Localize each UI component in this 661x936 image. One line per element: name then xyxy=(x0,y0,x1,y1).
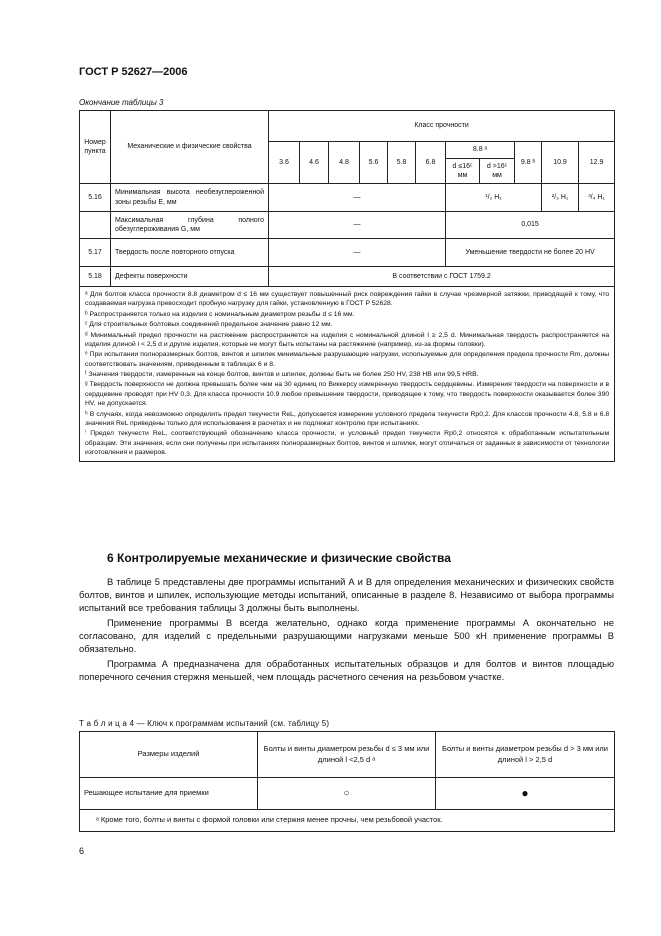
class-10-9: 10.9 xyxy=(542,142,579,184)
col-mech-header: Механические и физические свойства xyxy=(111,111,269,184)
row-dash: — xyxy=(269,212,446,239)
note-f: ᶠ Значения твердости, измеренные на конце болтов, винтов и шпилек, должны быть не более 250 HV, 238 HB или 99,5 HRB. xyxy=(85,371,479,378)
t4-col2-header: Болты и винты диаметром резьбы d ≤ 3 мм или длиной l <2,5 d ᵃ xyxy=(258,732,436,778)
table4-caption: Т а б л и ц а 4 — Ключ к программам испытаний (см. таблицу 5) xyxy=(79,719,330,728)
row-dash: — xyxy=(269,239,446,267)
note-b: ᵇ Распространяется только на изделия с номинальным диаметром резьбы d ≤ 16 мм. xyxy=(85,310,355,318)
note-h: ʰ В случаях, когда невозможно определить предел текучести ReL, допускается измерение условного предела текучести Rp0,2. Для классов прочности 4.8, 5.8 и 6.8 значения ReL приведены только для использования в расчетах и не подлежат контролю при испытаниях. xyxy=(85,410,610,427)
note-i: ⁱ Предел текучести ReL, соответствующий обозначению класса прочности, и условный предел текучести Rp0,2 относятся к обработанным испытательным образцам. Эти значения, если они получены при испытаниях полноразмерных болтов, винтов и шпилек, могут отличаться от заданных в зависимости от технологии изготовления и размеров. xyxy=(85,430,610,456)
class-12-9: 12.9 xyxy=(579,142,615,184)
row-name: Дефекты поверхности xyxy=(111,267,269,287)
row-value: В соответствии с ГОСТ 1759.2 xyxy=(269,267,615,287)
page-header: ГОСТ Р 52627—2006 xyxy=(79,66,188,78)
paragraph: В таблице 5 представлены две программы испытаний А и В для определения механических и физических свойств болтов, винтов и шпилек, использующие методы испытаний, описанные в разделе 8. Независимо от выбора программы испытаний все требования таблицы 3 должны быть выполнены. xyxy=(79,576,614,614)
class-3-6: 3.6 xyxy=(269,142,300,184)
class-9-8: 9.8 ᵇ xyxy=(515,142,542,184)
table3-notes xyxy=(80,287,615,462)
table3-caption: Окончание таблицы 3 xyxy=(79,98,164,107)
row-name: Максимальная глубина полного обезуглероживания G, мм xyxy=(111,212,269,239)
class-5-8: 5.8 xyxy=(388,142,416,184)
row-name: Минимальная высота необезуглероженной зоны резьбы E, мм xyxy=(111,184,269,212)
class-4-8: 4.8 xyxy=(329,142,360,184)
row-dash: — xyxy=(269,184,446,212)
row-value: 0,015 xyxy=(446,212,615,239)
col-num-header: Номер пункта xyxy=(80,111,111,184)
row-value: ³/₄ H₁ xyxy=(579,184,615,212)
row-num: 5.17 xyxy=(80,239,111,267)
table-3 xyxy=(79,110,615,462)
note-e: ᵉ При испытании полноразмерных болтов, винтов и шпилек минимальные разрушающие нагрузки, используемые для определения предела прочности Rm, должны соответствовать значениям, приведенным в таблицах 6 и 8. xyxy=(85,351,610,368)
class-4-6: 4.6 xyxy=(300,142,329,184)
t4-note: ᵃ Кроме того, болты и винты с формой головки или стержня менее прочны, чем резьбовой участок. xyxy=(80,810,615,832)
paragraph: Программа А предназначена для обработанных испытательных образцов и для болтов и винтов площадью поперечного сечения стержня меньшей, чем площадь расчетного сечения на резьбовом участке. xyxy=(79,658,614,683)
class-5-6: 5.6 xyxy=(360,142,388,184)
note-d: ᵈ Минимальный предел прочности на растяжение распространяется на изделия с номинальной длиной l ≥ 2,5 d. Минимальная твердость распространяется на изделия длиной l < 2,5 d и другие изделия, которые не могут быть испытаны на растяжение (например, из-за формы головки). xyxy=(85,331,610,348)
page-number: 6 xyxy=(79,846,85,856)
row-name: Твердость после повторного отпуска xyxy=(111,239,269,267)
paragraph: Применение программы В всегда желательно, однако когда применение программы А окончательно не согласовано, для изделий с предельными разрушающими нагрузками меньше 500 кН применение программы В обязательно. xyxy=(79,617,614,655)
class-8-8-sub-2: d >16ᶜ мм xyxy=(480,159,515,184)
col-class-header: Класс прочности xyxy=(269,111,615,142)
note-g: ᵍ Твердость поверхности не должна превышать более чем на 30 единиц по Виккерсу измеренную твердость сердцевины. Измерения твердости на поверхности и в сердцевине проводят при HV 0,3. Для класса прочности 10.9 любое превышение твердости, приводящее к тому, что твердость поверхности оказывается более 390 HV, не допускается. xyxy=(85,381,610,408)
t4-row-label: Решающее испытание для приемки xyxy=(80,778,258,810)
row-num: 5.16 xyxy=(80,184,111,212)
class-8-8-sub-1: d ≤16ᶜ мм xyxy=(446,159,480,184)
row-num: 5.18 xyxy=(80,267,111,287)
open-circle-icon: ○ xyxy=(258,778,436,810)
class-8-8: 8.8 ᵃ xyxy=(446,142,515,159)
t4-col1-header: Размеры изделий xyxy=(80,732,258,778)
filled-circle-icon: ● xyxy=(436,778,615,810)
note-c: ᶜ Для строительных болтовых соединений предельное значение равно 12 мм. xyxy=(85,321,333,329)
t4-col3-header: Болты и винты диаметром резьбы d > 3 мм или длиной l > 2,5 d xyxy=(436,732,615,778)
row-value: ²/₃ H₁ xyxy=(542,184,579,212)
row-value: ¹/₂ H₁ xyxy=(446,184,542,212)
row-num xyxy=(80,212,111,239)
row-value: Уменьшение твердости не более 20 HV xyxy=(446,239,615,267)
table-4 xyxy=(79,731,615,832)
section-title: 6 Контролируемые механические и физические свойства xyxy=(107,551,451,565)
class-6-8: 6.8 xyxy=(416,142,446,184)
note-a: ᵃ Для болтов класса прочности 8.8 диаметром d ≤ 16 мм существует повышенный риск повреждения гайки в случае чрезмерной затяжки, приводящей к тому, что создаваемая нагрузка превосходит пробную нагрузку для гайки, установленную в ГОСТ Р 52628. xyxy=(85,291,610,308)
